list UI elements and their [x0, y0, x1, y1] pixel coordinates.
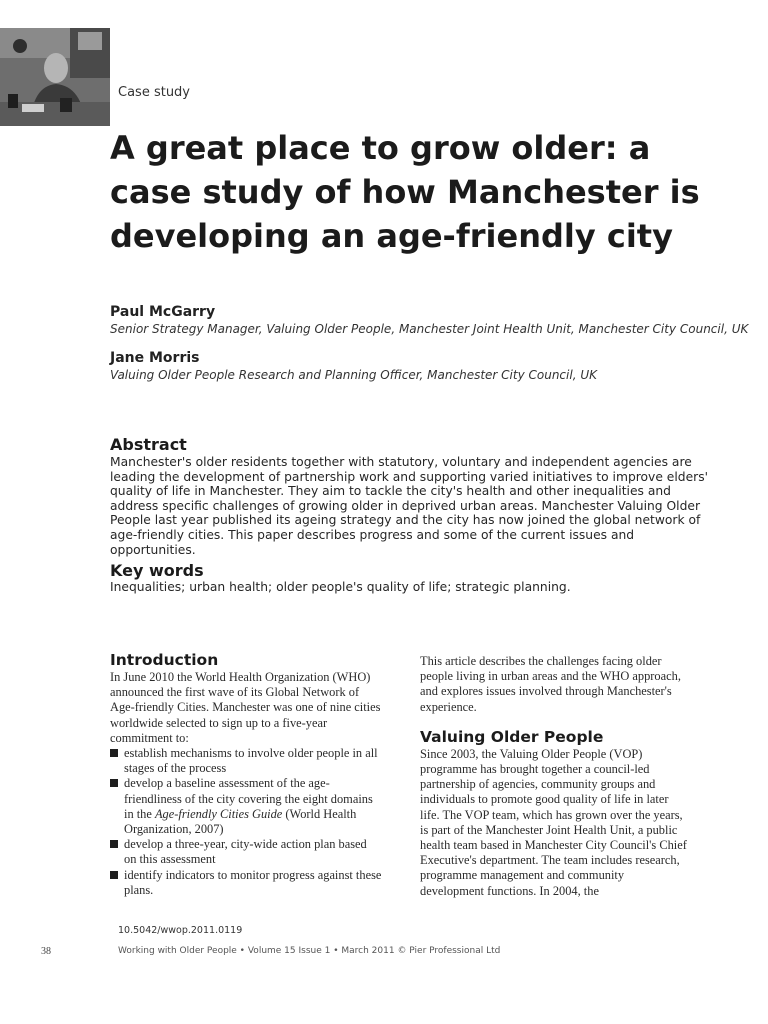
- keywords-heading: Key words: [110, 561, 204, 580]
- article-title: A great place to grow older: a case study of how Manchester is developing an age-friendly city: [110, 129, 700, 255]
- doi: 10.5042/wwop.2011.0119: [118, 925, 243, 936]
- page-number: 38: [41, 946, 51, 957]
- introduction-paragraph: In June 2010 the World Health Organization (WHO) announced the first wave of its Global Network of Age-friendly Cities. Manchester was one of nine cities worldwide selected to sign up to a five-year commitment to:: [110, 670, 381, 745]
- square-bullet-icon: [110, 840, 118, 848]
- author-block: [110, 350, 597, 383]
- commitment-list: [110, 746, 382, 898]
- author-name: Paul McGarry: [110, 304, 216, 320]
- introduction-heading: Introduction: [110, 651, 219, 669]
- author-affiliation: Valuing Older People Research and Planning Officer, Manchester City Council, UK: [110, 368, 597, 382]
- right-column: [420, 654, 690, 899]
- article-type-label: Case study: [118, 85, 191, 100]
- abstract-text: Manchester's older residents together with statutory, voluntary and independent agencies are leading the development of partnership work and supporting varied initiatives to improve elders' quality of life in Manchester. They aim to tackle the city's health and other inequalities and address specific challenges of growing older in deprived urban areas. Manchester Valuing Older People last year published its ageing strategy and the city has now joined the global network of age-friendly cities. This paper describes progress and some of the current issues and opportunities.: [110, 455, 709, 557]
- list-item: develop a baseline assessment of the age-friendliness of the city covering the eight domains in the Age-friendly Cities Guide (World Health Organization, 2007): [110, 776, 382, 837]
- article-overview-paragraph: This article describes the challenges facing older people living in urban areas and the WHO approach, and explores issues involved through Manchester's experience.: [420, 654, 681, 714]
- square-bullet-icon: [110, 779, 118, 787]
- author-affiliation: Senior Strategy Manager, Valuing Older People, Manchester Joint Health Unit, Manchester City Council, UK: [110, 322, 749, 336]
- square-bullet-icon: [110, 871, 118, 879]
- author-block: [110, 304, 748, 337]
- left-column: [110, 650, 382, 898]
- list-item: establish mechanisms to involve older people in all stages of the process: [110, 746, 382, 776]
- header-photo: [0, 28, 110, 126]
- abstract-heading: Abstract: [110, 435, 187, 454]
- author-name: Jane Morris: [110, 350, 200, 366]
- vop-paragraph: Since 2003, the Valuing Older People (VOP) programme has brought together a council-led partnership of agencies, community groups and individuals to promote good quality of life in later life. The VOP team, which has grown over the years, is part of the Manchester Joint Health Unit, a public health team based in Manchester City Council's Chief Executive's department. The team includes research, programme management and community development functions. In 2004, the: [420, 746, 687, 898]
- square-bullet-icon: [110, 749, 118, 757]
- vop-heading: Valuing Older People: [420, 727, 604, 746]
- keywords-text: Inequalities; urban health; older people's quality of life; strategic planning.: [110, 580, 571, 594]
- older-man-photo: [0, 28, 110, 126]
- list-item: identify indicators to monitor progress against these plans.: [110, 868, 382, 898]
- list-item: develop a three-year, city-wide action plan based on this assessment: [110, 837, 382, 867]
- cited-title: Age-friendly Cities Guide: [154, 806, 283, 821]
- journal-citation: Working with Older People • Volume 15 Issue 1 • March 2011 © Pier Professional Ltd: [118, 946, 501, 956]
